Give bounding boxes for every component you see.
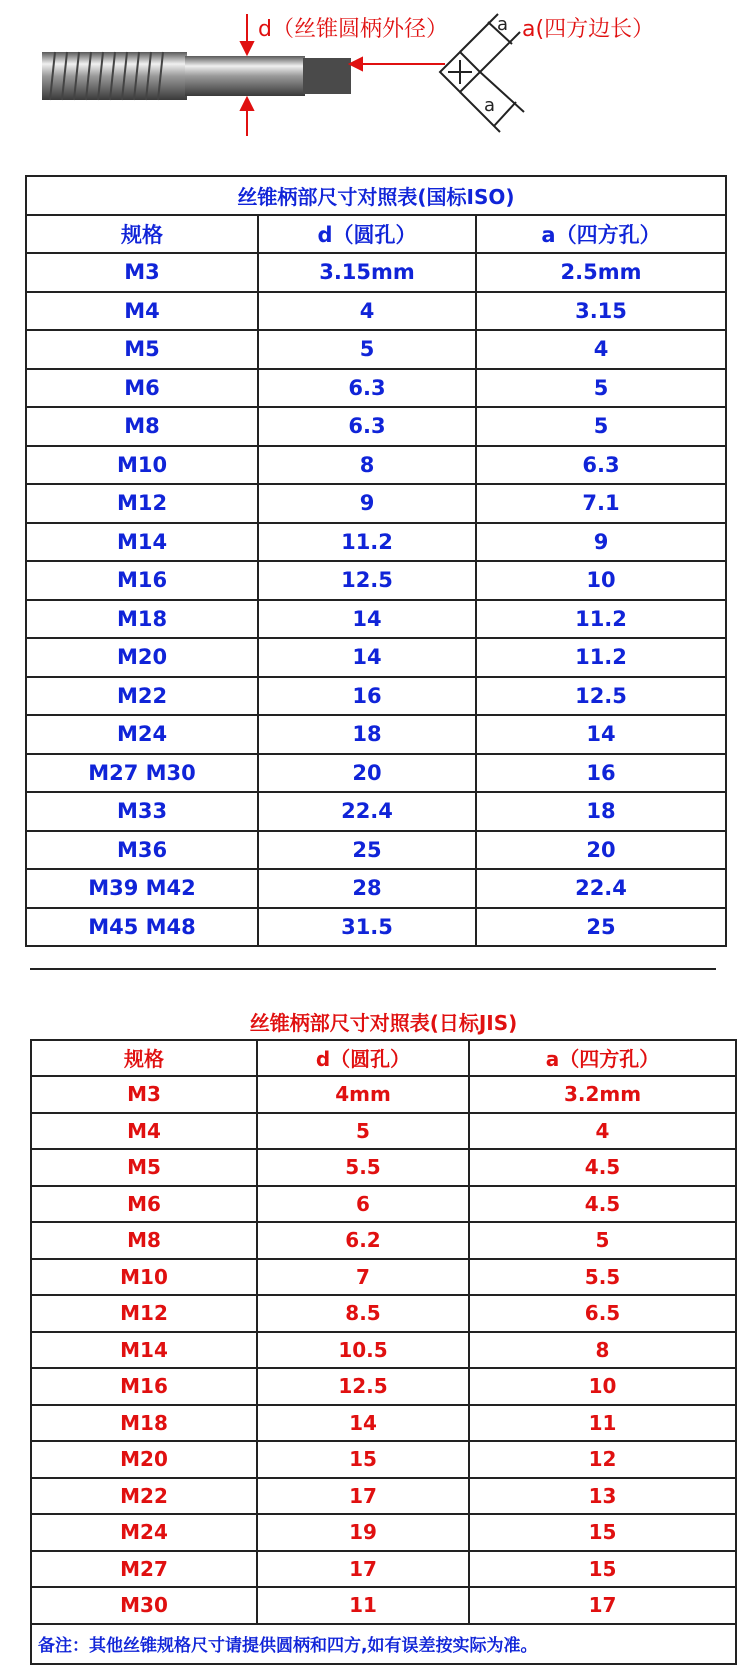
iso-cell-d: 6.3 [258,407,476,446]
iso-cell-spec: M6 [26,369,258,408]
tap-shank [185,56,305,96]
iso-cell-spec: M36 [26,831,258,870]
iso-header-spec: 规格 [26,215,258,254]
iso-row [26,792,726,831]
iso-cell-d: 12.5 [258,561,476,600]
jis-cell-a: 17 [469,1587,736,1624]
jis-title-row [31,1004,736,1040]
jis-cell-a: 8 [469,1332,736,1369]
iso-cell-a: 4 [476,330,726,369]
iso-cell-d: 14 [258,600,476,639]
iso-cell-a: 25 [476,908,726,947]
iso-cell-d: 20 [258,754,476,793]
jis-cell-d: 4mm [257,1076,469,1113]
jis-cell-spec: M18 [31,1405,257,1442]
jis-row [31,1113,736,1150]
iso-cell-spec: M14 [26,523,258,562]
iso-cell-d: 6.3 [258,369,476,408]
section-divider [30,968,716,970]
iso-row [26,369,726,408]
iso-cell-a: 5 [476,369,726,408]
jis-cell-spec: M22 [31,1478,257,1515]
jis-cell-spec: M14 [31,1332,257,1369]
jis-cell-a: 10 [469,1368,736,1405]
jis-cell-d: 14 [257,1405,469,1442]
iso-row [26,253,726,292]
jis-cell-d: 17 [257,1478,469,1515]
d-label: d（丝锥圆柄外径） [258,17,448,42]
jis-title: 丝锥柄部尺寸对照表(日标JIS) [31,1004,736,1040]
jis-cell-a: 5 [469,1222,736,1259]
jis-row [31,1478,736,1515]
iso-cell-spec: M10 [26,446,258,485]
iso-cell-spec: M16 [26,561,258,600]
iso-cell-a: 7.1 [476,484,726,523]
iso-row [26,484,726,523]
jis-row [31,1441,736,1478]
iso-row [26,638,726,677]
iso-cell-d: 4 [258,292,476,331]
iso-cell-spec: M8 [26,407,258,446]
iso-cell-spec: M22 [26,677,258,716]
iso-row [26,407,726,446]
iso-cell-d: 31.5 [258,908,476,947]
jis-cell-d: 10.5 [257,1332,469,1369]
jis-cell-a: 4.5 [469,1186,736,1223]
jis-cell-d: 17 [257,1551,469,1588]
iso-cell-a: 12.5 [476,677,726,716]
jis-cell-d: 11 [257,1587,469,1624]
jis-row [31,1259,736,1296]
jis-cell-d: 5.5 [257,1149,469,1186]
iso-header-d: d（圆孔） [258,215,476,254]
tap-square-end [303,58,351,94]
jis-cell-a: 4 [469,1113,736,1150]
iso-cell-a: 14 [476,715,726,754]
iso-cell-d: 5 [258,330,476,369]
iso-cell-a: 5 [476,407,726,446]
jis-size-table [30,1004,737,1665]
iso-cell-a: 2.5mm [476,253,726,292]
jis-cell-spec: M8 [31,1222,257,1259]
iso-row [26,754,726,793]
iso-row [26,677,726,716]
iso-cell-spec: M4 [26,292,258,331]
iso-row [26,908,726,947]
iso-row [26,715,726,754]
iso-cell-d: 14 [258,638,476,677]
jis-cell-spec: M5 [31,1149,257,1186]
jis-cell-d: 8.5 [257,1295,469,1332]
jis-header-a: a（四方孔） [469,1040,736,1077]
jis-cell-spec: M12 [31,1295,257,1332]
jis-cell-spec: M20 [31,1441,257,1478]
jis-cell-d: 6 [257,1186,469,1223]
iso-cell-a: 3.15 [476,292,726,331]
jis-cell-spec: M27 [31,1551,257,1588]
jis-cell-d: 6.2 [257,1222,469,1259]
jis-row [31,1295,736,1332]
jis-row [31,1076,736,1113]
jis-cell-spec: M10 [31,1259,257,1296]
iso-cell-spec: M3 [26,253,258,292]
iso-cell-spec: M5 [26,330,258,369]
iso-cell-a: 20 [476,831,726,870]
iso-title-row [26,176,726,215]
jis-cell-a: 15 [469,1514,736,1551]
jis-cell-d: 5 [257,1113,469,1150]
iso-row [26,600,726,639]
a-bottom-label: a [484,95,496,116]
tap-shank-diagram [0,0,750,165]
iso-row [26,869,726,908]
iso-row [26,292,726,331]
iso-header-row [26,215,726,254]
jis-row [31,1149,736,1186]
jis-cell-d: 7 [257,1259,469,1296]
iso-row [26,330,726,369]
jis-cell-a: 3.2mm [469,1076,736,1113]
iso-row [26,831,726,870]
iso-cell-spec: M12 [26,484,258,523]
jis-cell-d: 19 [257,1514,469,1551]
tap-thread [42,52,187,100]
iso-cell-d: 16 [258,677,476,716]
iso-cell-d: 9 [258,484,476,523]
iso-cell-spec: M39 M42 [26,869,258,908]
iso-cell-a: 10 [476,561,726,600]
jis-cell-spec: M30 [31,1587,257,1624]
square-section-symbol [440,14,524,132]
jis-row [31,1368,736,1405]
iso-cell-d: 22.4 [258,792,476,831]
iso-cell-spec: M20 [26,638,258,677]
iso-cell-d: 28 [258,869,476,908]
jis-cell-a: 13 [469,1478,736,1515]
jis-cell-spec: M24 [31,1514,257,1551]
a-top-label: a [497,14,509,35]
iso-cell-d: 25 [258,831,476,870]
iso-cell-a: 22.4 [476,869,726,908]
jis-header-d: d（圆孔） [257,1040,469,1077]
jis-cell-a: 5.5 [469,1259,736,1296]
jis-cell-a: 6.5 [469,1295,736,1332]
jis-note-row [31,1624,736,1664]
iso-cell-spec: M33 [26,792,258,831]
iso-cell-a: 6.3 [476,446,726,485]
jis-header-spec: 规格 [31,1040,257,1077]
jis-cell-spec: M3 [31,1076,257,1113]
jis-header-row [31,1040,736,1077]
iso-cell-spec: M45 M48 [26,908,258,947]
iso-cell-spec: M24 [26,715,258,754]
jis-cell-a: 12 [469,1441,736,1478]
iso-title: 丝锥柄部尺寸对照表(国标ISO) [26,176,726,215]
jis-row [31,1587,736,1624]
iso-cell-d: 3.15mm [258,253,476,292]
iso-row [26,561,726,600]
iso-row [26,446,726,485]
iso-cell-a: 11.2 [476,638,726,677]
jis-row [31,1186,736,1223]
iso-cell-spec: M18 [26,600,258,639]
jis-row [31,1405,736,1442]
jis-cell-spec: M6 [31,1186,257,1223]
iso-cell-a: 16 [476,754,726,793]
iso-cell-a: 9 [476,523,726,562]
iso-header-a: a（四方孔） [476,215,726,254]
iso-cell-a: 11.2 [476,600,726,639]
iso-cell-d: 11.2 [258,523,476,562]
jis-cell-spec: M4 [31,1113,257,1150]
iso-size-table [25,175,727,947]
jis-row [31,1514,736,1551]
jis-cell-a: 11 [469,1405,736,1442]
jis-cell-spec: M16 [31,1368,257,1405]
jis-note: 备注：其他丝锥规格尺寸请提供圆柄和四方,如有误差按实际为准。 [31,1624,736,1664]
jis-cell-d: 15 [257,1441,469,1478]
iso-cell-a: 18 [476,792,726,831]
jis-cell-a: 15 [469,1551,736,1588]
iso-cell-spec: M27 M30 [26,754,258,793]
iso-cell-d: 8 [258,446,476,485]
jis-cell-d: 12.5 [257,1368,469,1405]
a-label: a(四方边长） [522,17,655,42]
jis-cell-a: 4.5 [469,1149,736,1186]
jis-row [31,1222,736,1259]
jis-row [31,1332,736,1369]
iso-cell-d: 18 [258,715,476,754]
jis-row [31,1551,736,1588]
iso-row [26,523,726,562]
